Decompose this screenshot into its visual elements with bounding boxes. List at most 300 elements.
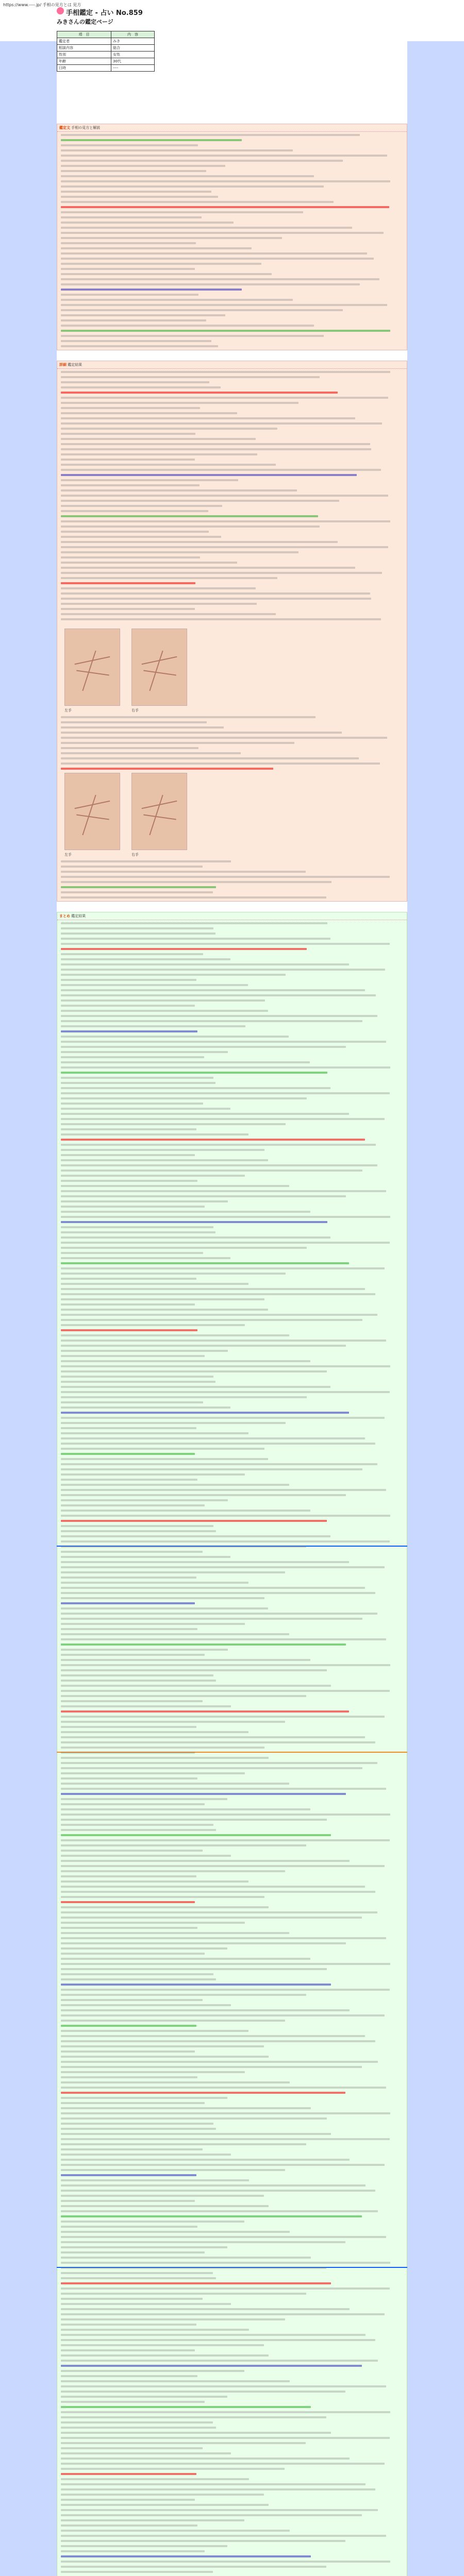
- text-line: [61, 417, 355, 419]
- text-line: [61, 1582, 248, 1584]
- text-line: [61, 1056, 204, 1058]
- text-line: [61, 2458, 350, 2460]
- text-line: [61, 1607, 268, 1609]
- text-line: [61, 556, 200, 558]
- palm-image-right-2: [131, 773, 187, 850]
- text-line: [61, 1891, 375, 1893]
- text-line: [61, 752, 241, 754]
- text-line: [61, 1989, 390, 1991]
- text-line: [61, 2370, 244, 2372]
- text-line: [61, 139, 242, 141]
- text-line: [61, 325, 314, 327]
- text-line: [61, 768, 273, 770]
- text-line: [61, 526, 320, 528]
- text-line: [61, 1741, 375, 1743]
- info-key: 日時: [57, 65, 111, 72]
- text-line: [61, 1278, 196, 1280]
- text-line: [61, 1097, 307, 1099]
- text-line: [61, 762, 380, 765]
- text-line: [61, 2380, 290, 2382]
- text-line: [61, 1149, 264, 1151]
- text-line: [61, 979, 196, 981]
- text-line: [61, 2246, 227, 2248]
- palm-image-left-2: [64, 773, 120, 850]
- info-val: 30代: [111, 58, 155, 65]
- text-line: [61, 2442, 306, 2444]
- text-line: [61, 1293, 375, 1295]
- text-line: [61, 1643, 346, 1646]
- text-line: [61, 2324, 196, 2326]
- text-line: [61, 592, 370, 595]
- text-line: [61, 2365, 362, 2367]
- text-line: [61, 1350, 228, 1352]
- text-line: [61, 335, 324, 337]
- text-line: [61, 2154, 231, 2156]
- text-line: [61, 520, 390, 522]
- text-line: [61, 953, 203, 955]
- text-line: [61, 1005, 195, 1007]
- text-line: [61, 2375, 197, 2377]
- text-line: [61, 2226, 197, 2228]
- text-line: [61, 1865, 385, 1867]
- text-line: [61, 1391, 390, 1393]
- text-line: [61, 1978, 216, 1980]
- text-line: [61, 927, 213, 929]
- text-line: [61, 1767, 362, 1769]
- text-line: [61, 1139, 365, 1141]
- text-line: [61, 1654, 205, 1656]
- text-line: [61, 2040, 375, 2042]
- text-line: [61, 541, 338, 543]
- text-line: [61, 1211, 310, 1213]
- text-line: [61, 1566, 385, 1568]
- text-line: [61, 2504, 269, 2506]
- text-line: [61, 608, 195, 610]
- text-line: [61, 1793, 346, 1795]
- text-line: [61, 1839, 390, 1841]
- text-line: [61, 886, 216, 888]
- info-header-left: 項 目: [57, 31, 111, 38]
- text-line: [61, 453, 257, 455]
- text-line: [61, 1829, 216, 1831]
- text-line: [61, 1422, 286, 1424]
- text-line: [61, 2545, 227, 2547]
- text-line: [61, 2334, 366, 2336]
- text-line: [61, 1231, 216, 1233]
- text-line: [61, 1556, 230, 1558]
- text-line: [61, 1437, 365, 1439]
- text-line: [61, 1886, 365, 1888]
- text-line: [61, 160, 343, 162]
- text-line: [61, 134, 360, 136]
- text-line: [61, 1530, 216, 1532]
- text-line: [61, 459, 195, 461]
- text-line: [61, 438, 256, 440]
- info-val: 総合: [111, 45, 155, 52]
- text-line: [61, 474, 357, 476]
- text-line: [61, 2396, 227, 2398]
- text-line: [61, 871, 306, 873]
- text-line: [61, 1406, 230, 1409]
- text-line: [61, 386, 221, 388]
- text-line: [61, 1917, 362, 1919]
- text-line: [61, 1716, 385, 1718]
- text-line: [61, 1953, 205, 1955]
- text-line: [61, 1190, 386, 1192]
- text-line: [61, 2112, 390, 2114]
- text-line: [61, 1010, 268, 1012]
- text-line: [61, 2200, 195, 2202]
- text-line: [61, 1175, 245, 1177]
- text-line: [61, 1164, 377, 1166]
- text-line: [61, 943, 390, 945]
- text-line: [61, 165, 225, 167]
- text-line: [61, 2014, 385, 2016]
- text-line: [61, 747, 198, 749]
- section-1-head: 鑑定文 手相の見方と解説: [57, 124, 407, 132]
- text-line: [61, 1546, 306, 1548]
- text-line: [61, 2148, 203, 2150]
- text-line: [61, 2421, 213, 2424]
- section-2-head: 詳細 鑑定結果: [57, 361, 407, 369]
- text-line: [61, 2076, 197, 2078]
- text-line: [61, 2571, 213, 2573]
- page-title: 手相鑑定 - 占い No.859: [66, 9, 143, 17]
- text-line: [61, 294, 198, 296]
- text-line: [61, 2447, 203, 2449]
- text-line: [61, 428, 277, 430]
- text-line: [61, 1674, 213, 1676]
- palm-caption-left-2: 左手: [64, 853, 72, 857]
- palm-image-left: [64, 629, 120, 706]
- text-line: [61, 618, 381, 620]
- text-line: [61, 1072, 327, 1074]
- text-line: [61, 891, 213, 893]
- text-line: [61, 268, 195, 270]
- text-line: [61, 2561, 390, 2563]
- text-line: [61, 1520, 327, 1522]
- text-line: [61, 2514, 362, 2516]
- text-line: [61, 1489, 386, 1491]
- text-line: [61, 1875, 196, 1877]
- text-line: [61, 1504, 205, 1506]
- text-line: [61, 1443, 375, 1445]
- text-line: [61, 2452, 231, 2454]
- text-line: [61, 1772, 245, 1774]
- text-line: [61, 1613, 377, 1615]
- text-line: [61, 1659, 310, 1661]
- text-line: [61, 2004, 231, 2006]
- text-line: [61, 2494, 264, 2496]
- text-line: [61, 2020, 285, 2022]
- text-line: [61, 289, 242, 291]
- text-line: [61, 1752, 195, 1754]
- text-line: [61, 2236, 386, 2238]
- text-line: [61, 1113, 349, 1115]
- text-line: [61, 330, 390, 332]
- text-line: [61, 1030, 197, 1032]
- text-line: [61, 2087, 386, 2089]
- text-line: [61, 1649, 228, 1651]
- text-line: [61, 922, 327, 924]
- text-line: [61, 1510, 310, 1512]
- text-line: [61, 2468, 285, 2470]
- text-line: [61, 1108, 230, 1110]
- text-line: [61, 1870, 285, 1872]
- text-line: [61, 577, 277, 579]
- text-line: [61, 242, 196, 244]
- text-line: [61, 304, 387, 306]
- text-line: [61, 2164, 385, 2166]
- text-line: [61, 1247, 307, 1249]
- text-line: [61, 1206, 205, 1208]
- text-line: [61, 309, 343, 311]
- text-line: [61, 2293, 306, 2295]
- text-line: [61, 1401, 203, 1403]
- text-line: [61, 1448, 264, 1450]
- text-line: [61, 1525, 213, 1527]
- text-line: [61, 1252, 203, 1254]
- text-line: [61, 958, 230, 960]
- text-line: [61, 2267, 326, 2269]
- page-subtitle: みきさんの鑑定ページ: [57, 19, 113, 25]
- text-line: [61, 1370, 327, 1372]
- text-line: [61, 1262, 349, 1264]
- text-line: [61, 567, 355, 569]
- text-line: [61, 1046, 346, 1048]
- text-line: [61, 1602, 195, 1604]
- text-line: [61, 1170, 362, 1172]
- text-line: [61, 252, 367, 255]
- text-line: [61, 2329, 249, 2331]
- text-line: [61, 1855, 231, 1857]
- text-line: [61, 2107, 311, 2109]
- text-line: [61, 1376, 213, 1378]
- text-line: [61, 340, 211, 342]
- text-line: [61, 1705, 231, 1707]
- text-line: [61, 2550, 205, 2552]
- text-line: [61, 1226, 213, 1228]
- text-line: [61, 1540, 390, 1543]
- text-line: [61, 1680, 216, 1682]
- info-key: 年齢: [57, 58, 111, 65]
- text-line: [61, 149, 293, 151]
- text-line: [61, 2257, 311, 2259]
- text-line: [61, 510, 208, 512]
- text-line: [61, 1066, 390, 1069]
- text-line: [61, 2221, 244, 2223]
- text-line: [61, 2128, 216, 2130]
- text-line: [61, 2540, 345, 2542]
- text-line: [61, 412, 237, 414]
- text-line: [61, 1906, 269, 1908]
- text-line: [61, 1479, 197, 1481]
- text-line: [61, 2179, 249, 2181]
- text-line: [61, 1473, 245, 1476]
- text-line: [61, 2427, 216, 2429]
- text-line: [61, 2262, 390, 2264]
- text-line: [61, 1453, 195, 1455]
- text-line: [61, 896, 326, 899]
- text-line: [61, 170, 206, 172]
- text-line: [61, 2050, 195, 2053]
- text-line: [61, 1664, 390, 1666]
- text-line: [61, 1329, 197, 1331]
- text-line: [61, 175, 314, 177]
- text-line: [61, 2308, 350, 2310]
- text-line: [61, 1984, 331, 1986]
- text-line: [61, 876, 390, 878]
- text-line: [61, 489, 297, 492]
- text-line: [61, 1721, 285, 1723]
- text-line: [61, 500, 339, 502]
- text-line: [61, 443, 370, 445]
- text-line: [61, 2159, 350, 2161]
- text-line: [61, 1051, 228, 1053]
- text-line: [61, 2190, 375, 2192]
- text-line: [61, 211, 303, 213]
- text-line: [61, 1499, 228, 1501]
- text-line: [61, 2231, 290, 2233]
- text-line: [61, 299, 293, 301]
- text-line: [61, 1803, 205, 1805]
- text-line: [61, 2056, 269, 2058]
- text-line: [61, 433, 195, 435]
- text-line: [61, 1535, 330, 1537]
- text-line: [61, 1200, 228, 1202]
- text-line: [61, 515, 318, 517]
- info-key: 鑑定者: [57, 38, 111, 45]
- text-line: [61, 1427, 196, 1429]
- text-line: [61, 2478, 249, 2480]
- text-line: [61, 546, 388, 548]
- text-line: [61, 2519, 244, 2521]
- text-line: [61, 1777, 197, 1780]
- text-line: [61, 1669, 327, 1671]
- text-line: [61, 1942, 346, 1944]
- text-line: [61, 999, 265, 1002]
- info-header-right: 内 容: [111, 31, 155, 38]
- text-line: [61, 866, 203, 868]
- text-line: [61, 572, 382, 574]
- text-line: [61, 551, 299, 553]
- text-line: [61, 1762, 377, 1764]
- text-line: [61, 1468, 362, 1470]
- text-line: [61, 1355, 205, 1357]
- text-line: [61, 2097, 227, 2099]
- text-line: [61, 2066, 362, 2068]
- text-line: [61, 191, 211, 193]
- text-line: [61, 2354, 269, 2357]
- text-line: [61, 1314, 377, 1316]
- text-line: [61, 1757, 269, 1759]
- text-line: [61, 484, 200, 486]
- text-line: [61, 1396, 307, 1398]
- info-key: 性別: [57, 52, 111, 58]
- text-line: [61, 371, 390, 373]
- text-line: [61, 1597, 264, 1599]
- text-line: [61, 1700, 203, 1702]
- text-line: [61, 1901, 195, 1903]
- text-line: [61, 1087, 330, 1089]
- text-line: [61, 2123, 213, 2125]
- text-line: [61, 2524, 197, 2527]
- text-line: [61, 1633, 289, 1635]
- text-line: [61, 1298, 264, 1300]
- text-line: [61, 2555, 311, 2557]
- text-line: [61, 2272, 213, 2274]
- text-line: [61, 1345, 346, 1347]
- text-line: [61, 2081, 290, 2083]
- text-line: [61, 1690, 390, 1692]
- text-line: [61, 2411, 390, 2413]
- text-line: [61, 1283, 248, 1285]
- text-line: [61, 1628, 197, 1630]
- text-line: [61, 1020, 362, 1022]
- palm-image-right: [131, 629, 187, 706]
- text-line: [61, 1932, 289, 1934]
- text-line: [61, 1221, 327, 1223]
- text-line: [61, 155, 387, 157]
- text-line: [61, 1783, 289, 1785]
- text-line: [61, 1484, 289, 1486]
- text-line: [61, 227, 352, 229]
- text-line: [61, 2241, 345, 2243]
- text-line: [61, 2566, 326, 2568]
- text-line: [61, 1994, 306, 1996]
- text-line: [61, 1257, 230, 1259]
- text-line: [61, 2344, 264, 2346]
- text-line: [61, 2277, 216, 2279]
- text-line: [61, 1798, 227, 1800]
- text-line: [61, 1896, 264, 1898]
- text-line: [61, 963, 349, 965]
- text-line: [61, 232, 384, 234]
- text-line: [61, 1726, 196, 1728]
- text-line: [61, 2488, 375, 2490]
- text-line: [61, 984, 248, 986]
- text-line: [61, 376, 320, 378]
- text-line: [61, 2071, 245, 2073]
- text-line: [61, 2318, 285, 2320]
- text-line: [61, 258, 374, 260]
- text-line: [61, 737, 387, 739]
- text-line: [61, 1958, 310, 1960]
- text-line: [61, 1417, 385, 1419]
- text-line: [61, 1340, 386, 1342]
- text-line: [61, 1927, 197, 1929]
- text-line: [61, 2009, 350, 2011]
- text-line: [61, 757, 359, 759]
- text-line: [61, 2463, 385, 2465]
- text-line: [61, 185, 324, 188]
- text-line: [61, 1494, 346, 1496]
- text-line: [61, 201, 334, 203]
- text-line: [61, 1267, 385, 1269]
- text-line: [61, 1515, 390, 1517]
- section-3-head: まとめ 鑑定結果: [57, 912, 407, 920]
- text-line: [61, 1128, 196, 1130]
- text-line: [61, 247, 252, 249]
- text-line: [61, 2045, 264, 2047]
- text-line: [61, 1788, 386, 1790]
- text-line: [61, 278, 379, 280]
- text-line: [61, 2143, 306, 2145]
- text-line: [61, 1180, 197, 1182]
- text-line: [61, 1360, 310, 1362]
- text-line: [61, 1747, 264, 1749]
- text-line: [61, 1123, 286, 1125]
